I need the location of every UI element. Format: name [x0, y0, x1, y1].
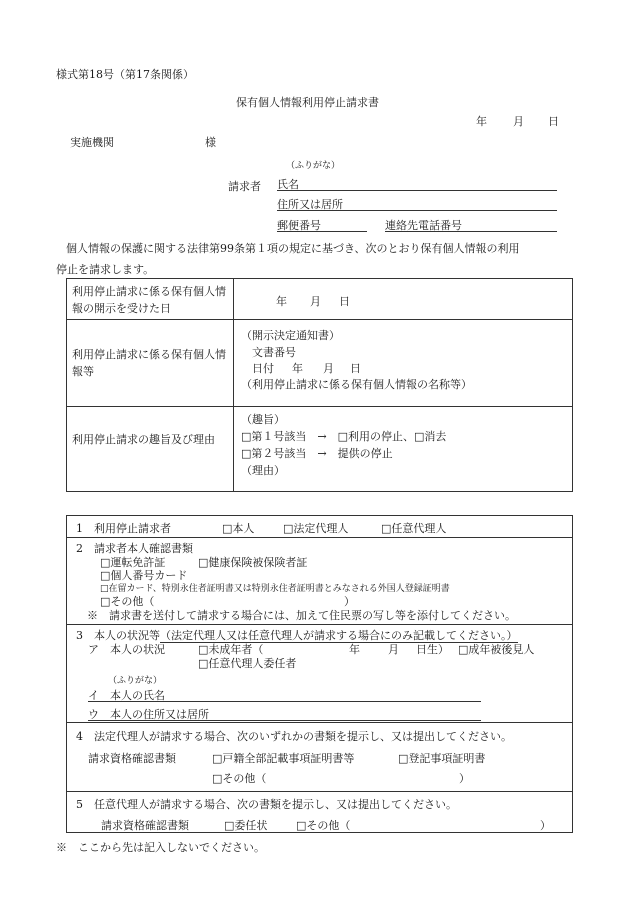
- requester-address-field[interactable]: [277, 196, 557, 211]
- s3-title-note: （法定代理人又は任意代理人が請求する場合にのみ記載してください。）: [160, 629, 518, 642]
- form-number: 様式第18号（第17条関係）: [56, 68, 194, 81]
- s4-title: 4 法定代理人が請求する場合、次のいずれかの書類を提示し、又は提出してください。: [76, 730, 512, 743]
- requester-phone-field[interactable]: [385, 217, 557, 232]
- s3-principal-address-field[interactable]: [88, 706, 481, 721]
- s2-mynumber-checkbox[interactable]: □個人番号カード: [100, 569, 188, 582]
- page-title: 保有個人情報利用停止請求書: [236, 96, 379, 109]
- table-row3-purpose: （趣旨）: [241, 413, 285, 426]
- requester-postal-field[interactable]: [277, 217, 367, 232]
- s4-other-checkbox[interactable]: □その他（: [212, 772, 267, 785]
- table-row1-day[interactable]: 日: [339, 295, 350, 308]
- s3-principal-checkbox[interactable]: □任意代理人委任者: [198, 657, 297, 670]
- footer-note: ※ ここから先は記入しないでください。: [56, 841, 265, 854]
- s3-birth-year: 年: [349, 643, 360, 656]
- table-row2-date-day[interactable]: 日: [350, 362, 361, 375]
- s3-minor-checkbox[interactable]: □未成年者（: [198, 643, 264, 656]
- requester-name-label: 氏名: [277, 178, 299, 191]
- table-row3-opt2[interactable]: □第２号該当 → 提供の停止: [241, 447, 393, 460]
- s3-principal-name-label: イ 本人の氏名: [88, 689, 165, 702]
- s3-a-label: ア 本人の状況: [88, 643, 165, 656]
- s2-note: ※ 請求書を送付して請求する場合には、加えて住民票の写し等を添付してください。: [87, 609, 516, 622]
- s3-principal-name-field[interactable]: [88, 687, 481, 702]
- intro-line-1: 個人情報の保護に関する法律第99条第１項の規定に基づき、次のとおり保有個人情報の利用: [66, 242, 520, 255]
- table-row3-reason[interactable]: （理由）: [241, 464, 285, 477]
- s4-family-register-checkbox[interactable]: □戸籍全部記載事項証明書等: [212, 752, 355, 765]
- agency-label: 実施機関: [70, 136, 114, 149]
- s1-title: 1 利用停止請求者: [76, 522, 171, 535]
- s5-proxy-checkbox[interactable]: □委任状: [224, 819, 268, 832]
- table-row2-date-month[interactable]: 月: [323, 362, 334, 375]
- s3-ward-checkbox[interactable]: □成年被後見人: [458, 643, 535, 656]
- table-row2-name[interactable]: （利用停止請求に係る保有個人情報の名称等）: [241, 378, 472, 391]
- s2-insurance-checkbox[interactable]: □健康保険被保険者証: [198, 556, 308, 569]
- table-row1-month[interactable]: 月: [310, 295, 321, 308]
- table-row2-date-label: 日付: [252, 362, 274, 375]
- table-row1-year[interactable]: 年: [276, 295, 287, 308]
- requester-name-field[interactable]: [277, 176, 557, 191]
- intro-line-2: 停止を請求します。: [56, 263, 155, 276]
- s4-registry-checkbox[interactable]: □登記事項証明書: [398, 752, 486, 765]
- s4-other-close: ）: [459, 772, 470, 785]
- table-row2-date-year[interactable]: 年: [292, 362, 303, 375]
- s5-other-checkbox[interactable]: □その他（: [296, 819, 351, 832]
- date-day: 日: [548, 115, 559, 128]
- table-row1-label: 利用停止請求に係る保有個人情報の開示を受けた日: [72, 285, 226, 315]
- s1-self-checkbox[interactable]: □本人: [222, 522, 255, 535]
- table-row3-opt1[interactable]: □第１号該当 → □利用の停止、□消去: [241, 430, 447, 443]
- s5-label: 請求資格確認書類: [101, 819, 189, 832]
- s5-other-close: ）: [540, 819, 551, 832]
- s1-voluntary-agent-checkbox[interactable]: □任意代理人: [381, 522, 447, 535]
- requester-postal-label: 郵便番号: [277, 219, 321, 232]
- s3-principal-address-label: ウ 本人の住所又は居所: [88, 708, 209, 721]
- s4-label: 請求資格確認書類: [88, 752, 176, 765]
- requester-phone-label: 連絡先電話番号: [385, 219, 462, 232]
- s3-title-main: 3 本人の状況等: [76, 629, 160, 642]
- s2-title: 2 請求者本人確認書類: [76, 542, 193, 555]
- table-row2-notice: （開示決定通知書）: [241, 329, 340, 342]
- s2-other-checkbox[interactable]: □その他（: [100, 595, 155, 608]
- date-year: 年: [476, 115, 487, 128]
- s1-legal-agent-checkbox[interactable]: □法定代理人: [283, 522, 349, 535]
- requester-furigana: （ふりがな）: [286, 161, 341, 171]
- s2-license-checkbox[interactable]: □運転免許証: [100, 556, 166, 569]
- table-row3-label: 利用停止請求の趣旨及び理由: [72, 433, 215, 446]
- s2-residence-card-checkbox[interactable]: □在留カード、特別永住者証明書又は特別永住者証明書とみなされる外国人登録証明書: [100, 584, 450, 594]
- agency-honorific: 様: [205, 136, 216, 149]
- table-row2-label: 利用停止請求に係る保有個人情報等: [72, 348, 226, 378]
- s3-birth-day: 日生）: [416, 643, 449, 656]
- s3-furigana: （ふりがな）: [108, 676, 163, 686]
- s3-birth-month: 月: [388, 643, 399, 656]
- s2-other-close: ）: [344, 595, 355, 608]
- requester-address-label: 住所又は居所: [277, 198, 343, 211]
- requester-label: 請求者: [228, 180, 261, 193]
- s5-title: 5 任意代理人が請求する場合、次の書類を提示し、又は提出してください。: [76, 798, 457, 811]
- date-month: 月: [513, 115, 524, 128]
- table-row2-docno[interactable]: 文書番号: [252, 346, 296, 359]
